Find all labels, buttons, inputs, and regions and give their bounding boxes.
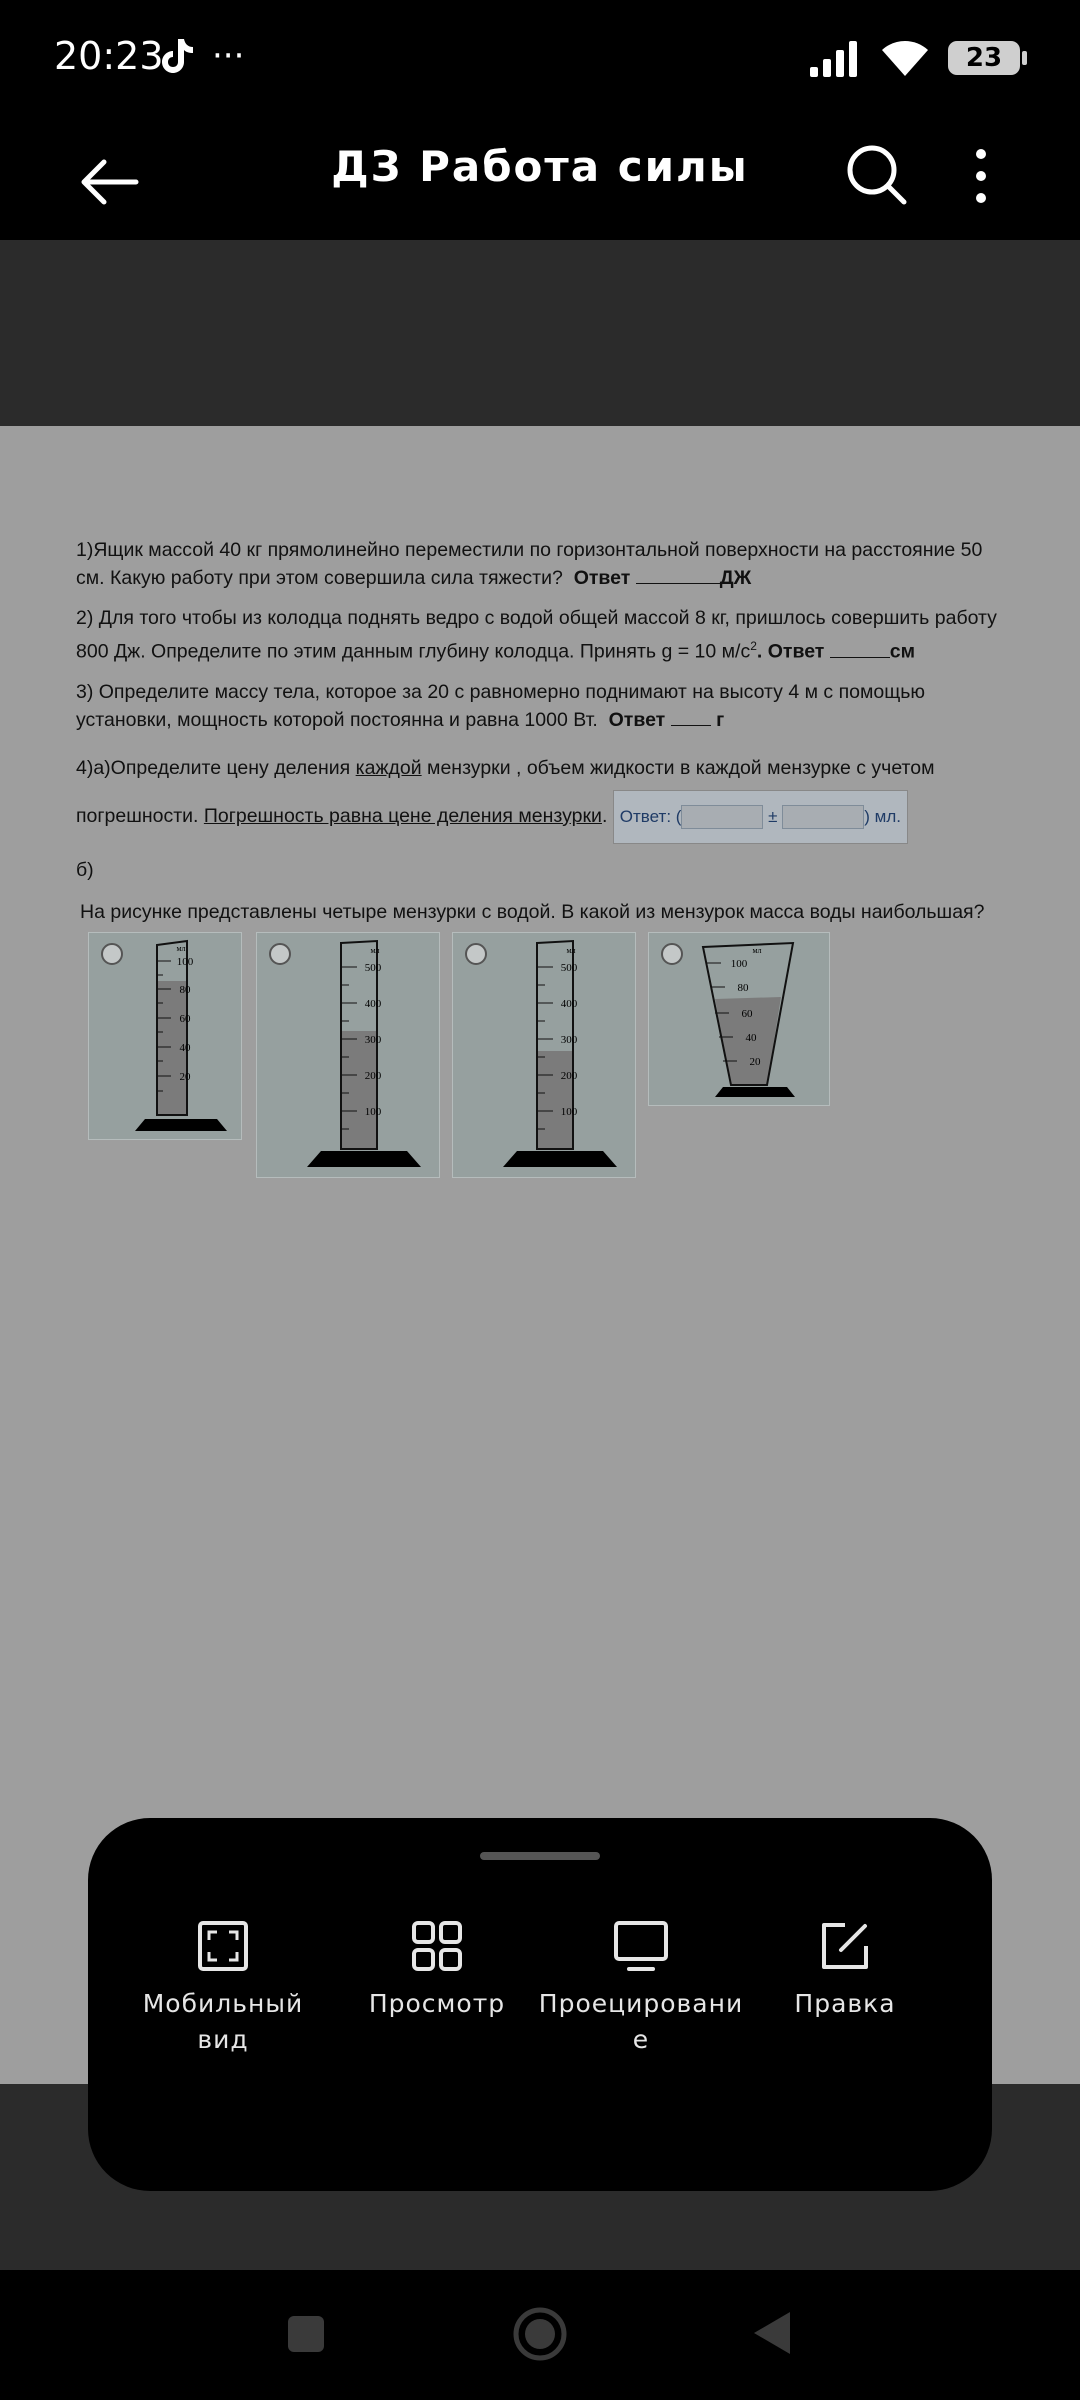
question-3: 3) Определите массу тела, которое за 20 с равномерно поднимают на высоту 4 м с помощью установки, мощность которой постоянна и равна 1000 Вт. Ответ г bbox=[76, 680, 926, 731]
edit-label: Правка bbox=[794, 1989, 896, 2018]
svg-text:300: 300 bbox=[560, 1034, 578, 1046]
status-overflow-icon: ··· bbox=[212, 36, 245, 76]
svg-text:мл: мл bbox=[566, 946, 576, 955]
signal-icon bbox=[808, 39, 862, 77]
cylinder-3-water bbox=[537, 1051, 573, 1149]
grid-view-icon bbox=[411, 1920, 463, 1972]
svg-text:100: 100 bbox=[560, 1106, 578, 1118]
preview-button[interactable] bbox=[332, 1920, 542, 2022]
search-icon[interactable] bbox=[838, 136, 918, 216]
cylinder-option-4[interactable] bbox=[648, 932, 830, 1106]
home-icon[interactable] bbox=[512, 2306, 568, 2362]
svg-text:400: 400 bbox=[364, 998, 382, 1010]
svg-text:500: 500 bbox=[560, 962, 578, 974]
svg-text:100: 100 bbox=[730, 958, 748, 970]
cylinder-2-water bbox=[341, 1031, 377, 1149]
edit-button[interactable] bbox=[740, 1920, 950, 2022]
question-2: 2) Для того чтобы из колодца поднять ведро с водой общей массой 8 кг, пришлось совершить работу 800 Дж. Определите по этим данным глубину колодца. Принять g = 10 $м/с^2$. Ответ см bbox=[76, 607, 997, 663]
svg-text:40: 40 bbox=[179, 1042, 191, 1054]
svg-text:60: 60 bbox=[741, 1008, 753, 1020]
projection-label: Проецировани е bbox=[538, 1989, 744, 2054]
preview-label: Просмотр bbox=[368, 1989, 506, 2018]
answer-label-2: . Ответ bbox=[756, 640, 825, 663]
answer-box-4a: Ответ: ( ± ) мл. bbox=[613, 790, 908, 844]
edit-icon bbox=[819, 1920, 871, 1972]
svg-text:200: 200 bbox=[364, 1070, 382, 1082]
back-nav-icon[interactable] bbox=[752, 2310, 792, 2356]
question-4a: 4)а)Определите цену деления каждой мензурки , объем жидкости в каждой мензурке с учетом погрешности. Погрешность равна цене деления мензурки. Ответ: ( ± ) мл. bbox=[76, 746, 1016, 844]
wifi-icon bbox=[880, 38, 930, 78]
battery-level: 23 bbox=[965, 43, 1003, 73]
svg-text:20: 20 bbox=[179, 1071, 191, 1083]
question-1: 1)Ящик массой 40 кг прямолинейно переместили по горизонтальной поверхности на расстояние 50 см. Какую работу при этом совершила сила тяжести? Ответ ДЖ bbox=[76, 539, 983, 589]
system-nav-bar bbox=[0, 2270, 1080, 2400]
mobile-view-label: Мобильный вид bbox=[142, 1989, 304, 2054]
projection-button[interactable] bbox=[536, 1920, 746, 2058]
cylinder-1-unit: мл bbox=[176, 944, 186, 953]
status-bar bbox=[0, 0, 1080, 120]
svg-text:500: 500 bbox=[364, 962, 382, 974]
answer-label-1: Ответ bbox=[573, 567, 631, 589]
monitor-icon bbox=[613, 1920, 669, 1972]
svg-text:20: 20 bbox=[749, 1056, 761, 1068]
error-input[interactable] bbox=[782, 805, 864, 829]
mobile-view-icon bbox=[197, 1920, 249, 1972]
volume-input[interactable] bbox=[681, 805, 763, 829]
answer-unit-1: ДЖ bbox=[719, 567, 752, 589]
cylinder-3 bbox=[453, 933, 635, 1177]
status-time: 20:23 bbox=[54, 34, 164, 78]
svg-text:400: 400 bbox=[560, 998, 578, 1010]
svg-text:80: 80 bbox=[179, 984, 191, 996]
svg-text:100: 100 bbox=[176, 956, 194, 968]
mobile-view-button[interactable] bbox=[118, 1920, 328, 2058]
cylinder-option-3[interactable] bbox=[452, 932, 636, 1178]
svg-text:100: 100 bbox=[364, 1106, 382, 1118]
answer-label-3: Ответ bbox=[608, 708, 666, 731]
bottom-sheet bbox=[88, 1818, 992, 2191]
answer-blank-1[interactable] bbox=[636, 583, 720, 584]
svg-text:40: 40 bbox=[745, 1032, 757, 1044]
svg-text:мл: мл bbox=[370, 946, 380, 955]
document-title: ДЗ Работа силы bbox=[331, 142, 749, 191]
viewer-background bbox=[0, 240, 1080, 426]
answer-unit-2: см bbox=[889, 640, 916, 663]
svg-text:300: 300 bbox=[364, 1034, 382, 1046]
svg-text:60: 60 bbox=[179, 1013, 191, 1025]
more-options-icon[interactable] bbox=[956, 136, 1006, 216]
cylinder-4 bbox=[649, 933, 829, 1105]
question-4b-text: На рисунке представлены четыре мензурки с водой. В какой из мензурок масса воды наибольшая? bbox=[80, 900, 985, 923]
svg-text:мл: мл bbox=[752, 946, 762, 955]
question-4b-label: б) bbox=[76, 858, 94, 881]
document-content bbox=[76, 536, 1016, 938]
sheet-handle[interactable] bbox=[480, 1852, 600, 1860]
app-bar bbox=[0, 120, 1080, 240]
answer-unit-3: г bbox=[716, 708, 725, 731]
answer-blank-2[interactable] bbox=[830, 657, 890, 658]
cylinder-2 bbox=[257, 933, 439, 1177]
tiktok-icon bbox=[160, 37, 194, 75]
recent-apps-icon[interactable] bbox=[286, 2314, 326, 2354]
cylinder-1 bbox=[89, 933, 241, 1139]
cylinder-options bbox=[88, 932, 848, 1192]
battery-indicator bbox=[948, 41, 1020, 75]
answer-blank-3[interactable] bbox=[671, 725, 711, 726]
cylinder-option-1[interactable] bbox=[88, 932, 242, 1140]
svg-text:200: 200 bbox=[560, 1070, 578, 1082]
cylinder-option-2[interactable] bbox=[256, 932, 440, 1178]
svg-text:80: 80 bbox=[737, 982, 749, 994]
